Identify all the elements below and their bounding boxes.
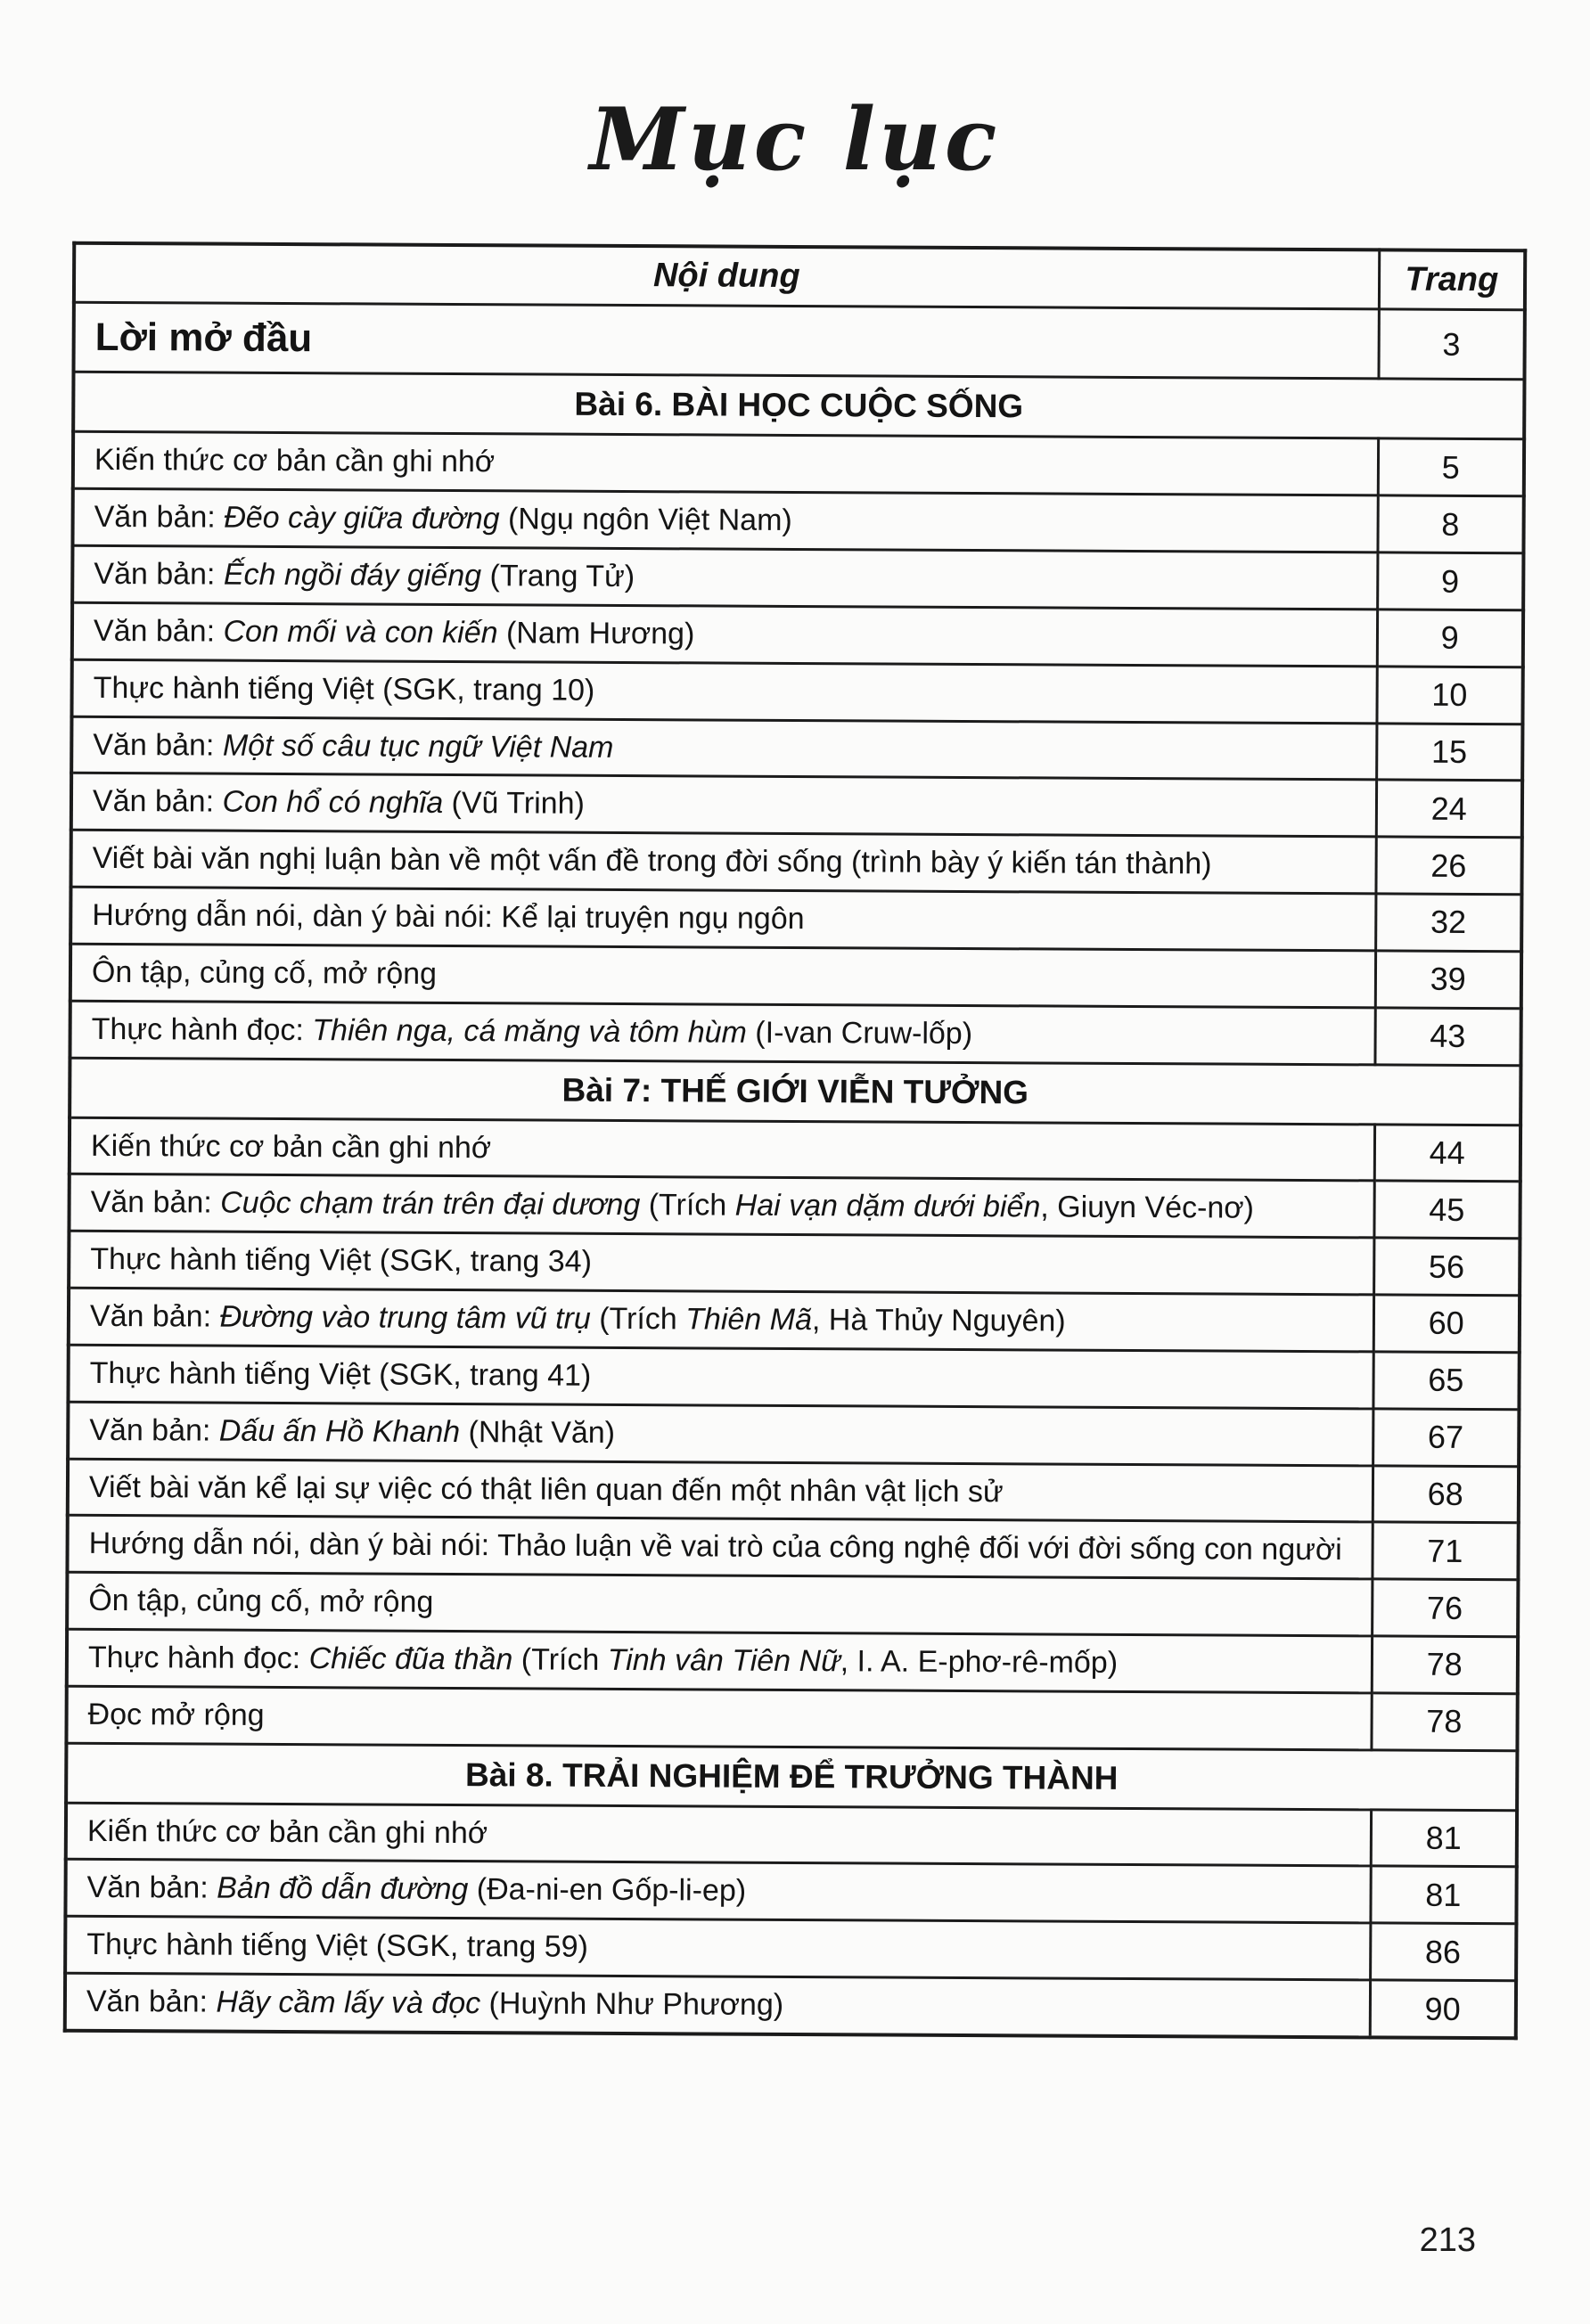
toc-entry-segment-italic: Một số câu tục ngữ Việt Nam [222,728,614,765]
toc-entry-row [70,944,1521,1008]
toc-entry-segment: Văn bản: [86,1984,217,2019]
toc-entry-page: 9 [1377,552,1523,610]
toc-entry-segment-italic: Con mối và con kiến [223,614,507,651]
toc-entry-page: 15 [1376,723,1522,781]
toc-entry-row [67,1629,1518,1693]
toc-entry-text [66,1686,1371,1749]
toc-entry-page: 78 [1371,1693,1517,1751]
toc-entry-row [71,773,1522,838]
toc-entry-segment-italic: Tinh vân Tiên Nữ [607,1642,840,1679]
toc-entry-segment: Hướng dẫn nói, dàn ý bài nói: Thảo luận về vai trò của công nghệ đối với đời sống con người [88,1526,1342,1567]
toc-entry-row [69,1288,1520,1352]
toc-entry-text [67,1516,1372,1579]
toc-entry-row [72,602,1523,667]
toc-header-content: Nội dung [74,243,1379,309]
toc-header-row [74,243,1525,310]
toc-entry-text [66,1803,1371,1866]
toc-entry-page: 39 [1375,951,1521,1009]
toc-entry-page: 10 [1376,667,1522,724]
toc-entry-segment: , Giuyn Véc-nơ) [1040,1190,1255,1226]
toc-entry-page: 5 [1378,438,1524,496]
toc-entry-text [71,773,1376,837]
toc-entry-page: 90 [1370,1980,1516,2038]
toc-entry-row [65,1860,1516,1924]
toc-entry-segment: Văn bản: [90,1185,221,1220]
toc-entry-segment: Ôn tập, củng cố, mở rộng [91,954,438,991]
toc-entry-text [71,659,1376,723]
toc-entry-row [70,1001,1520,1065]
toc-entry-segment: (Trích [599,1301,686,1337]
toc-entry-page: 78 [1372,1636,1518,1694]
section-title: Bài 7: THẾ GIỚI VIỄN TƯỞNG [70,1058,1520,1125]
toc-entry-text [73,432,1378,495]
toc-entry-page: 32 [1375,894,1521,952]
toc-entry-segment: Văn bản: [94,500,225,535]
section-title: Bài 6. BÀI HỌC CUỘC SỐNG [73,372,1524,440]
toc-entry-text [70,830,1375,893]
toc-entry-row [72,545,1523,610]
toc-entry-segment: (Trích [520,1642,608,1677]
toc-entry-text [68,1459,1373,1522]
toc-entry-segment-italic: Dấu ấn Hồ Khanh [218,1413,469,1449]
toc-entry-segment: Kiến thức cơ bản cần ghi nhớ [90,1128,492,1165]
toc-entry-text [65,1973,1370,2037]
toc-entry-segment-italic: Chiếc đũa thần [308,1641,521,1677]
toc-entry-segment: Văn bản: [89,1298,220,1334]
toc-section-row [70,1058,1520,1125]
toc-entry-page: 60 [1373,1295,1520,1353]
corner-page-number: 213 [1419,2222,1476,2259]
toc-entry-page: 3 [1378,309,1524,380]
toc-entry-row [73,432,1524,496]
toc-section-row [66,1743,1517,1811]
toc-entry-segment-italic: Thiên nga, cá măng và tôm hùm [312,1012,756,1050]
section-title: Bài 8. TRẢI NGHIỆM ĐỂ TRƯỞNG THÀNH [66,1743,1517,1811]
toc-entry-segment: Lời mở đầu [94,315,313,361]
toc-entry-segment: Thực hành tiếng Việt (SGK, trang 10) [93,670,595,708]
toc-entry-row [68,1345,1519,1409]
toc-entry-page: 68 [1373,1465,1519,1523]
toc-entry-segment: (Ngụ ngôn Việt Nam) [507,502,792,538]
toc-entry-row [65,1917,1516,1981]
toc-entry-segment: Văn bản: [86,1870,217,1906]
toc-entry-page: 45 [1373,1181,1520,1239]
toc-entry-text [69,1174,1373,1238]
toc-entry-segment: (Nam Hương) [505,616,695,651]
toc-table-body [65,302,1525,2038]
toc-entry-text [69,1288,1373,1351]
toc-section-row [73,372,1524,440]
toc-table [63,241,1528,2040]
toc-entry-text [68,1402,1373,1465]
toc-entry-segment: Văn bản: [89,1412,219,1448]
toc-entry-segment: , Hà Thủy Nguyên) [811,1303,1066,1338]
toc-entry-row [68,1402,1519,1466]
toc-entry-page: 65 [1373,1352,1519,1410]
toc-entry-page: 76 [1372,1579,1518,1637]
toc-entry-page: 81 [1370,1866,1516,1924]
toc-entry-row [68,1459,1519,1523]
toc-entry-page: 8 [1377,495,1523,553]
toc-entry-segment: Đọc mở rộng [87,1697,265,1732]
toc-entry-segment-italic: Đẽo cày giữa đường [224,500,509,536]
toc-entry-segment: Kiến thức cơ bản cần ghi nhớ [86,1813,488,1850]
toc-entry-row [71,716,1522,781]
toc-entry-page: 43 [1374,1008,1520,1066]
toc-entry-segment: Văn bản: [92,784,223,820]
toc-entry-segment: Thực hành đọc: [91,1011,313,1047]
toc-entry-segment-italic: Bản đồ dẫn đường [217,1871,477,1907]
toc-entry-text [68,1345,1373,1408]
toc-entry-segment: (I-van Cruw-lốp) [755,1015,973,1051]
toc-entry-text [70,1001,1374,1064]
toc-entry-text [74,302,1379,379]
toc-entry-row [70,1117,1520,1182]
toc-entry-segment: Thực hành tiếng Việt (SGK, trang 59) [86,1927,589,1965]
toc-entry-segment-italic: Thiên Mã [685,1302,813,1338]
toc-entry-segment-italic: Hãy cầm lấy và đọc [216,1984,489,2021]
toc-entry-text [72,489,1377,552]
toc-entry-row [70,830,1521,894]
toc-entry-segment-italic: Ếch ngồi đáy giếng [223,557,490,593]
toc-entry-row [66,1686,1517,1750]
toc-entry-page: 24 [1376,780,1522,838]
toc-entry-segment: (Đa-ni-en Gốp-li-ep) [476,1872,747,1909]
toc-entry-segment-italic: Cuộc chạm trán trên đại dương [220,1186,649,1223]
toc-entry-text [67,1629,1372,1692]
toc-header-page: Trang [1379,250,1525,309]
toc-entry-segment: Thực hành tiếng Việt (SGK, trang 34) [90,1242,593,1280]
toc-entry-segment-italic: Hai vạn dặm dưới biển [734,1189,1041,1224]
toc-entry-segment: Hướng dẫn nói, dàn ý bài nói: Kể lại truyện ngụ ngôn [92,897,805,937]
toc-entry-row [66,1803,1517,1867]
toc-entry-page: 56 [1373,1238,1520,1296]
toc-entry-row [69,1231,1520,1295]
toc-entry-segment: (Huỳnh Như Phương) [488,1986,784,2023]
toc-entry-segment: Ôn tập, củng cố, mở rộng [88,1583,434,1620]
toc-entry-row [69,1174,1520,1239]
toc-entry-page: 26 [1375,837,1521,895]
toc-entry-segment-italic: Đường vào trung tâm vũ trụ [219,1299,600,1336]
toc-entry-page: 86 [1370,1923,1516,1981]
toc-entry-text [70,887,1375,950]
toc-table-container [63,241,1528,2040]
toc-entry-page: 71 [1372,1522,1518,1580]
toc-entry-text [72,545,1377,609]
toc-entry-row [74,302,1525,380]
toc-entry-text [65,1917,1370,1980]
toc-entry-segment: Viết bài văn kể lại sự việc có thật liên quan đến một nhân vật lịch sử [88,1469,1004,1509]
toc-entry-text [72,602,1377,666]
toc-entry-segment: Văn bản: [93,613,224,649]
toc-entry-row [67,1572,1518,1636]
toc-entry-segment: Kiến thức cơ bản cần ghi nhớ [94,443,496,479]
toc-entry-segment: Văn bản: [94,556,224,592]
toc-entry-segment: (Nhật Văn) [468,1414,616,1450]
toc-entry-text [67,1572,1372,1635]
toc-entry-row [65,1973,1516,2038]
toc-entry-row [67,1516,1518,1580]
toc-entry-segment: Viết bài văn nghị luận bàn về một vấn đề trong đời sống (trình bày ý kiến tán thành) [92,841,1212,881]
toc-entry-text [69,1231,1373,1294]
toc-entry-row [70,887,1521,951]
toc-entry-page: 67 [1373,1409,1519,1467]
toc-entry-segment: Thực hành tiếng Việt (SGK, trang 41) [89,1355,592,1393]
toc-entry-row [72,489,1523,553]
toc-entry-page: 81 [1371,1810,1517,1868]
toc-entry-text [65,1860,1370,1923]
toc-entry-segment: Văn bản: [93,727,223,763]
toc-entry-page: 9 [1377,610,1523,667]
page-title: Mục lục [589,89,1001,190]
toc-entry-text [70,944,1375,1007]
toc-entry-segment: (Trang Tử) [489,559,635,594]
toc-entry-segment: (Vũ Trinh) [451,786,585,822]
toc-entry-segment-italic: Con hổ có nghĩa [222,785,452,821]
toc-entry-segment: Thực hành đọc: [87,1640,309,1676]
toc-entry-text [71,716,1376,780]
toc-entry-segment: , I. A. E-phơ-rê-mốp) [840,1644,1119,1680]
toc-entry-row [71,659,1522,724]
toc-entry-text [70,1117,1374,1181]
toc-entry-segment: (Trích [648,1188,735,1223]
toc-entry-page: 44 [1374,1124,1520,1182]
